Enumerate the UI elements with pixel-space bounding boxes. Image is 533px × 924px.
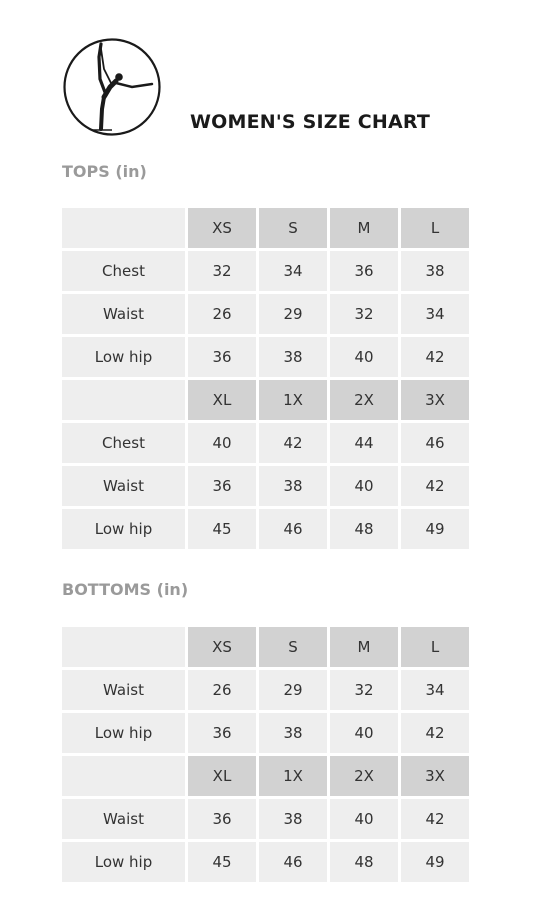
measurement-value: 36: [188, 337, 256, 377]
measurement-label: Waist: [62, 799, 185, 839]
size-header-cell: M: [330, 208, 398, 248]
tops-size-table: [62, 208, 469, 552]
size-header-cell: L: [401, 627, 469, 667]
table-row: [62, 509, 469, 549]
size-header-cell: 1X: [259, 756, 327, 796]
measurement-value: 34: [401, 294, 469, 334]
bottoms-size-table: [62, 627, 469, 885]
table-row: [62, 670, 469, 710]
table-row: [62, 294, 469, 334]
size-header-row: [62, 208, 469, 248]
table-row: [62, 251, 469, 291]
measurement-value: 46: [401, 423, 469, 463]
header-blank-cell: [62, 756, 185, 796]
measurement-value: 38: [259, 466, 327, 506]
yoga-pose-logo-icon: [62, 37, 162, 137]
measurement-label: Low hip: [62, 337, 185, 377]
size-header-cell: M: [330, 627, 398, 667]
size-header-cell: 2X: [330, 380, 398, 420]
measurement-value: 38: [259, 799, 327, 839]
table-row: [62, 423, 469, 463]
table-row: [62, 799, 469, 839]
measurement-value: 40: [188, 423, 256, 463]
size-header-row: [62, 756, 469, 796]
size-header-cell: 2X: [330, 756, 398, 796]
measurement-value: 38: [401, 251, 469, 291]
tops-heading: [62, 162, 147, 181]
measurement-value: 26: [188, 294, 256, 334]
bottoms-heading-label: BOTTOMS: [62, 580, 152, 599]
measurement-value: 48: [330, 842, 398, 882]
measurement-value: 26: [188, 670, 256, 710]
header-blank-cell: [62, 208, 185, 248]
measurement-value: 42: [401, 466, 469, 506]
measurement-value: 40: [330, 713, 398, 753]
measurement-value: 42: [401, 713, 469, 753]
measurement-value: 42: [401, 337, 469, 377]
measurement-value: 44: [330, 423, 398, 463]
measurement-value: 42: [401, 799, 469, 839]
size-header-cell: XS: [188, 208, 256, 248]
table-row: [62, 713, 469, 753]
measurement-value: 29: [259, 294, 327, 334]
measurement-label: Waist: [62, 466, 185, 506]
size-header-row: [62, 380, 469, 420]
size-header-cell: S: [259, 208, 327, 248]
table-row: [62, 842, 469, 882]
measurement-value: 42: [259, 423, 327, 463]
measurement-value: 32: [330, 294, 398, 334]
size-header-cell: 3X: [401, 380, 469, 420]
measurement-value: 49: [401, 509, 469, 549]
measurement-value: 38: [259, 713, 327, 753]
size-header-cell: L: [401, 208, 469, 248]
measurement-value: 40: [330, 466, 398, 506]
measurement-value: 36: [330, 251, 398, 291]
measurement-value: 34: [259, 251, 327, 291]
bottoms-heading-unit: (in): [156, 580, 189, 599]
tops-heading-unit: (in): [115, 162, 147, 181]
header-blank-cell: [62, 380, 185, 420]
measurement-value: 40: [330, 799, 398, 839]
measurement-value: 40: [330, 337, 398, 377]
measurement-value: 36: [188, 466, 256, 506]
measurement-label: Waist: [62, 294, 185, 334]
measurement-value: 49: [401, 842, 469, 882]
measurement-value: 48: [330, 509, 398, 549]
table-row: [62, 466, 469, 506]
measurement-value: 46: [259, 509, 327, 549]
size-header-cell: S: [259, 627, 327, 667]
size-header-cell: 1X: [259, 380, 327, 420]
size-header-cell: XS: [188, 627, 256, 667]
size-header-row: [62, 627, 469, 667]
chart-title: WOMEN'S SIZE CHART: [190, 111, 431, 133]
size-header-cell: 3X: [401, 756, 469, 796]
measurement-value: 45: [188, 509, 256, 549]
measurement-label: Chest: [62, 251, 185, 291]
measurement-label: Low hip: [62, 509, 185, 549]
measurement-value: 36: [188, 799, 256, 839]
measurement-value: 32: [188, 251, 256, 291]
measurement-label: Low hip: [62, 713, 185, 753]
measurement-value: 38: [259, 337, 327, 377]
measurement-label: Low hip: [62, 842, 185, 882]
header-blank-cell: [62, 627, 185, 667]
measurement-value: 36: [188, 713, 256, 753]
size-header-cell: XL: [188, 380, 256, 420]
measurement-value: 45: [188, 842, 256, 882]
measurement-label: Waist: [62, 670, 185, 710]
measurement-value: 46: [259, 842, 327, 882]
bottoms-heading: [62, 580, 188, 599]
table-row: [62, 337, 469, 377]
measurement-label: Chest: [62, 423, 185, 463]
measurement-value: 29: [259, 670, 327, 710]
tops-heading-label: TOPS: [62, 162, 110, 181]
measurement-value: 34: [401, 670, 469, 710]
measurement-value: 32: [330, 670, 398, 710]
size-header-cell: XL: [188, 756, 256, 796]
